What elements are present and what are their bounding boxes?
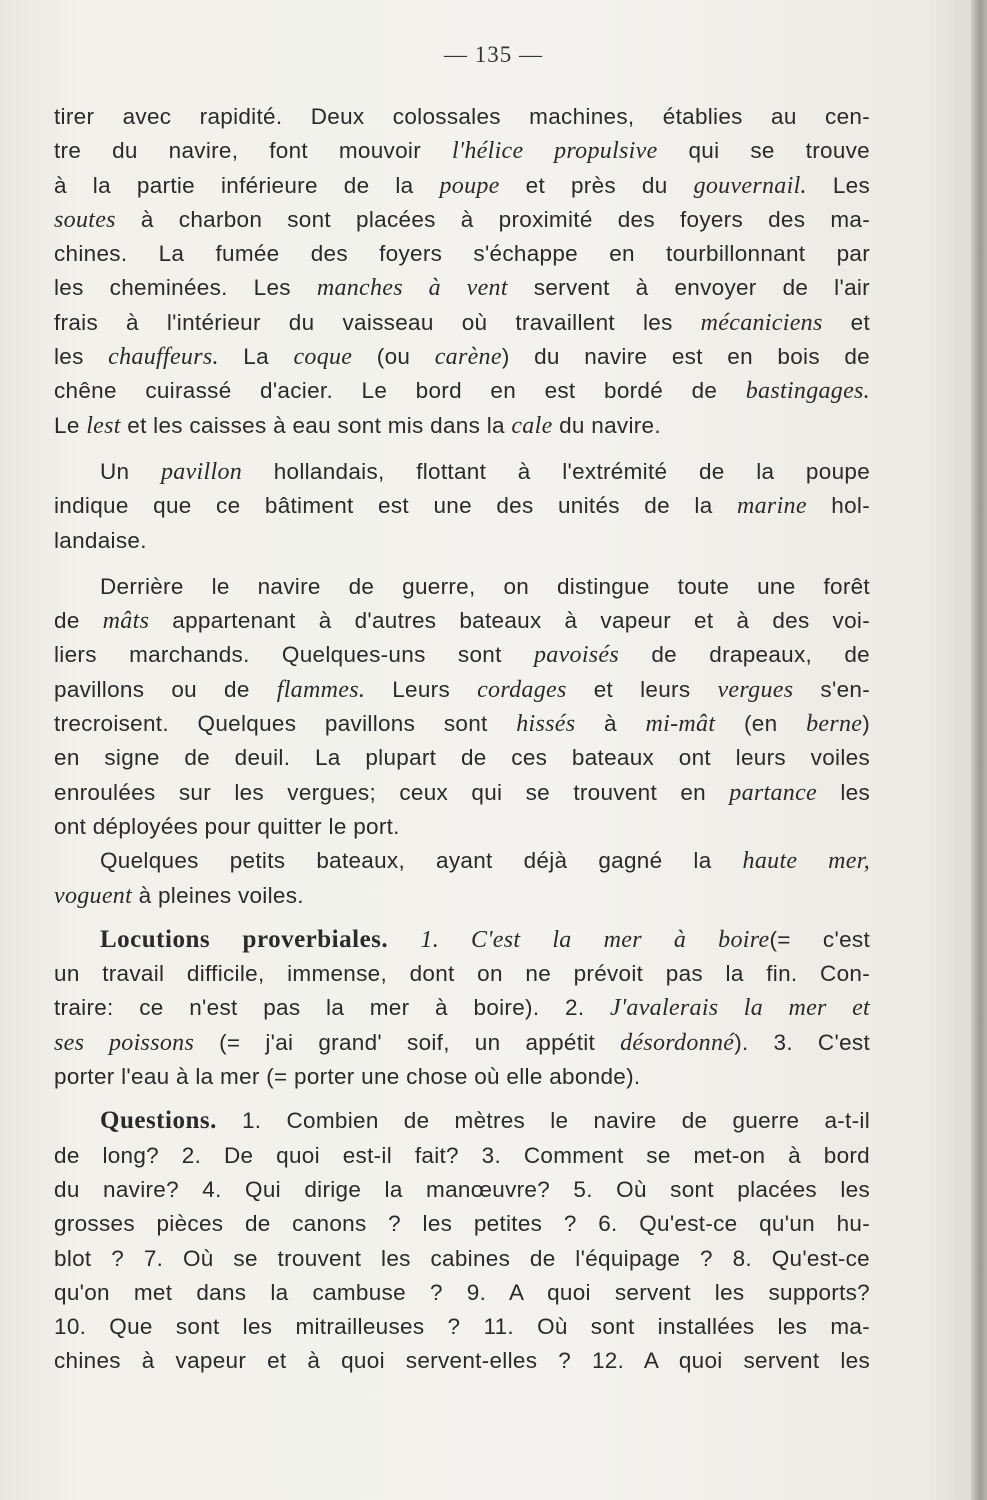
text-run: les [54, 344, 109, 370]
text-line [54, 1207, 870, 1241]
text-line [54, 340, 870, 374]
text-line [54, 741, 870, 775]
italic-term: partance [729, 779, 818, 806]
italic-term: haute mer, [742, 848, 870, 875]
text-line [54, 991, 870, 1025]
text-run: 1. Combien de mètres le navire de guerre a-t-il [216, 1108, 870, 1134]
text-line [54, 776, 870, 810]
text-run: du navire. [552, 412, 661, 438]
text-run: tirer avec rapidité. Deux colossales machines, établies au cen- [54, 104, 870, 129]
body-text [54, 100, 870, 1379]
text-run: s'en- [793, 676, 870, 702]
text-line [54, 707, 870, 741]
text-line [54, 455, 870, 489]
italic-term: pavoisés [533, 642, 620, 669]
text-run: Quelques petits bateaux, ayant déjà gagné la [100, 848, 743, 874]
italic-term: manches à vent [316, 275, 508, 302]
section-heading: Locutions proverbiales. [100, 925, 389, 953]
text-run: traire: ce n'est pas la mer à boire). 2. [54, 995, 611, 1021]
text-run: pavillons ou de [54, 676, 277, 702]
text-run: de long? 2. De quoi est-il fait? 3. Comment se met-on à bord [54, 1142, 870, 1168]
text-run: (en [715, 711, 807, 737]
text-run: La [218, 344, 294, 370]
italic-term: cale [511, 412, 553, 439]
text-run: chines. La fumée des foyers s'échappe en tourbillonnant par [54, 241, 870, 267]
text-run: de [54, 608, 103, 634]
text-line [54, 524, 870, 558]
text-line [54, 844, 870, 878]
text-run: (= j'ai grand' soif, un appétit [194, 1029, 621, 1055]
text-line [54, 1060, 870, 1094]
text-run: porter l'eau à la mer (= porter une chose où elle abonde). [54, 1064, 641, 1090]
text-run: chêne cuirassé d'acier. Le bord en est bordé de [54, 378, 746, 404]
text-run: à charbon sont placées à proximité des foyers des ma- [115, 206, 870, 232]
text-line [54, 810, 870, 844]
text-line [54, 169, 870, 203]
text-run: les cheminées. Les [54, 275, 317, 301]
text-line [54, 306, 870, 340]
italic-term: désordonné [620, 1029, 735, 1056]
italic-term: J'avalerais la mer et [610, 995, 870, 1022]
text-line [54, 1139, 870, 1173]
text-run: à [575, 711, 646, 737]
text-run: Un [100, 458, 161, 484]
text-run: (ou [352, 344, 435, 370]
italic-term: mâts [102, 608, 150, 635]
text-run: du navire? 4. Qui dirige la manœuvre? 5. Où sont placées les [54, 1176, 870, 1202]
text-run: Derrière le navire de guerre, on distingue toute une forêt [100, 573, 870, 599]
text-line [54, 489, 870, 523]
italic-term: 1. C'est la mer à boire [420, 926, 770, 953]
text-line [54, 1242, 870, 1276]
text-line [54, 134, 870, 168]
text-run: ). 3. C'est [734, 1029, 870, 1055]
italic-term: soutes [54, 206, 116, 233]
text-run: servent à envoyer de l'air [507, 275, 870, 301]
text-run: 10. Que sont les mitrailleuses ? 11. Où sont installées les ma- [54, 1314, 870, 1340]
italic-term: pavillon [161, 458, 243, 485]
italic-term: voguent [54, 882, 133, 909]
italic-term: marine [737, 493, 807, 520]
italic-term: hissés [516, 711, 576, 738]
section-heading: Questions. [100, 1107, 217, 1135]
text-line [54, 1104, 870, 1138]
text-line [54, 570, 870, 604]
text-line [54, 923, 870, 957]
text-line [54, 1026, 870, 1060]
text-run: et [822, 309, 870, 335]
text-run: appartenant à d'autres bateaux à vapeur et à des voi- [149, 608, 870, 634]
text-run: chines à vapeur et à quoi servent-elles ? 12. A quoi servent les [54, 1348, 870, 1374]
text-run: grosses pièces de canons ? les petites ? 6. Qu'est-ce qu'un hu- [54, 1211, 870, 1237]
text-line [54, 1276, 870, 1310]
text-line [54, 673, 870, 707]
text-line [54, 604, 870, 638]
italic-term: mi-mât [645, 711, 716, 738]
text-run: et leurs [566, 676, 718, 702]
italic-term: vergues [717, 676, 794, 703]
italic-term: mécaniciens [700, 309, 823, 336]
paragraph [54, 844, 870, 913]
text-line [54, 1344, 870, 1378]
text-run: à la partie inférieure de la [54, 172, 440, 198]
italic-term: coque [293, 344, 353, 371]
text-run: et près du [499, 172, 694, 198]
italic-term: lest [86, 412, 121, 439]
text-run: qui se trouve [657, 138, 870, 164]
text-run: à pleines voiles. [132, 882, 304, 908]
text-run: ) du navire est en bois de [501, 344, 871, 370]
text-line [54, 879, 870, 913]
text-run: trecroisent. Quelques pavillons sont [54, 711, 517, 737]
text-line [54, 271, 870, 305]
italic-term: poupe [439, 172, 500, 199]
text-run: Les [806, 172, 871, 198]
proverbs-section [54, 923, 870, 1094]
text-run: et les caisses à eau sont mis dans la [120, 412, 512, 438]
paragraph [54, 455, 870, 558]
text-run: Leurs [365, 676, 478, 702]
text-run: ont déployées pour quitter le port. [54, 813, 400, 839]
text-run: liers marchands. Quelques-uns sont [54, 642, 534, 668]
text-line [54, 1310, 870, 1344]
text-run: landaise. [54, 527, 147, 553]
text-line [54, 374, 870, 408]
italic-term: flammes. [276, 676, 366, 703]
text-line [54, 1173, 870, 1207]
text-line [54, 100, 870, 134]
text-run: (= c'est [769, 926, 870, 952]
text-run: frais à l'intérieur du vaisseau où travaillent les [54, 309, 701, 335]
text-run: enroulées sur les vergues; ceux qui se trouvent en [54, 779, 730, 805]
text-run: indique que ce bâtiment est une des unités de la [54, 493, 737, 519]
italic-term: gouvernail. [693, 172, 807, 199]
italic-term: carène [434, 344, 502, 371]
text-line [54, 203, 870, 237]
page-number: — 135 — [444, 42, 543, 67]
text-run: un travail difficile, immense, dont on ne prévoit pas la fin. Con- [54, 961, 870, 987]
text-run: blot ? 7. Où se trouvent les cabines de l'équipage ? 8. Qu'est-ce [54, 1245, 870, 1271]
italic-term: chauffeurs. [108, 344, 219, 371]
text-run: hol- [806, 493, 870, 519]
text-run: Le [54, 412, 87, 438]
text-run: qu'on met dans la cambuse ? 9. A quoi servent les supports? [54, 1279, 870, 1305]
italic-term: bastingages. [745, 378, 870, 405]
italic-term: cordages [477, 676, 567, 703]
text-line [54, 409, 870, 443]
paragraph [54, 100, 870, 443]
text-run: de drapeaux, de [619, 642, 870, 668]
text-line [54, 237, 870, 271]
text-run: hollandais, flottant à l'extrémité de la poupe [242, 458, 871, 484]
paragraph [54, 570, 870, 844]
text-run: ) [862, 711, 871, 737]
italic-term: berne [806, 711, 863, 738]
text-run: en signe de deuil. La plupart de ces bateaux ont leurs voiles [54, 745, 870, 771]
italic-term: ses poissons [54, 1029, 195, 1056]
text-run: les [817, 779, 871, 805]
text-run [388, 927, 420, 952]
text-run: tre du navire, font mouvoir [54, 138, 452, 164]
italic-term: l'hélice propulsive [451, 138, 658, 165]
text-line [54, 638, 870, 672]
questions-section [54, 1104, 870, 1378]
text-line [54, 957, 870, 991]
page-edge [971, 0, 987, 1500]
